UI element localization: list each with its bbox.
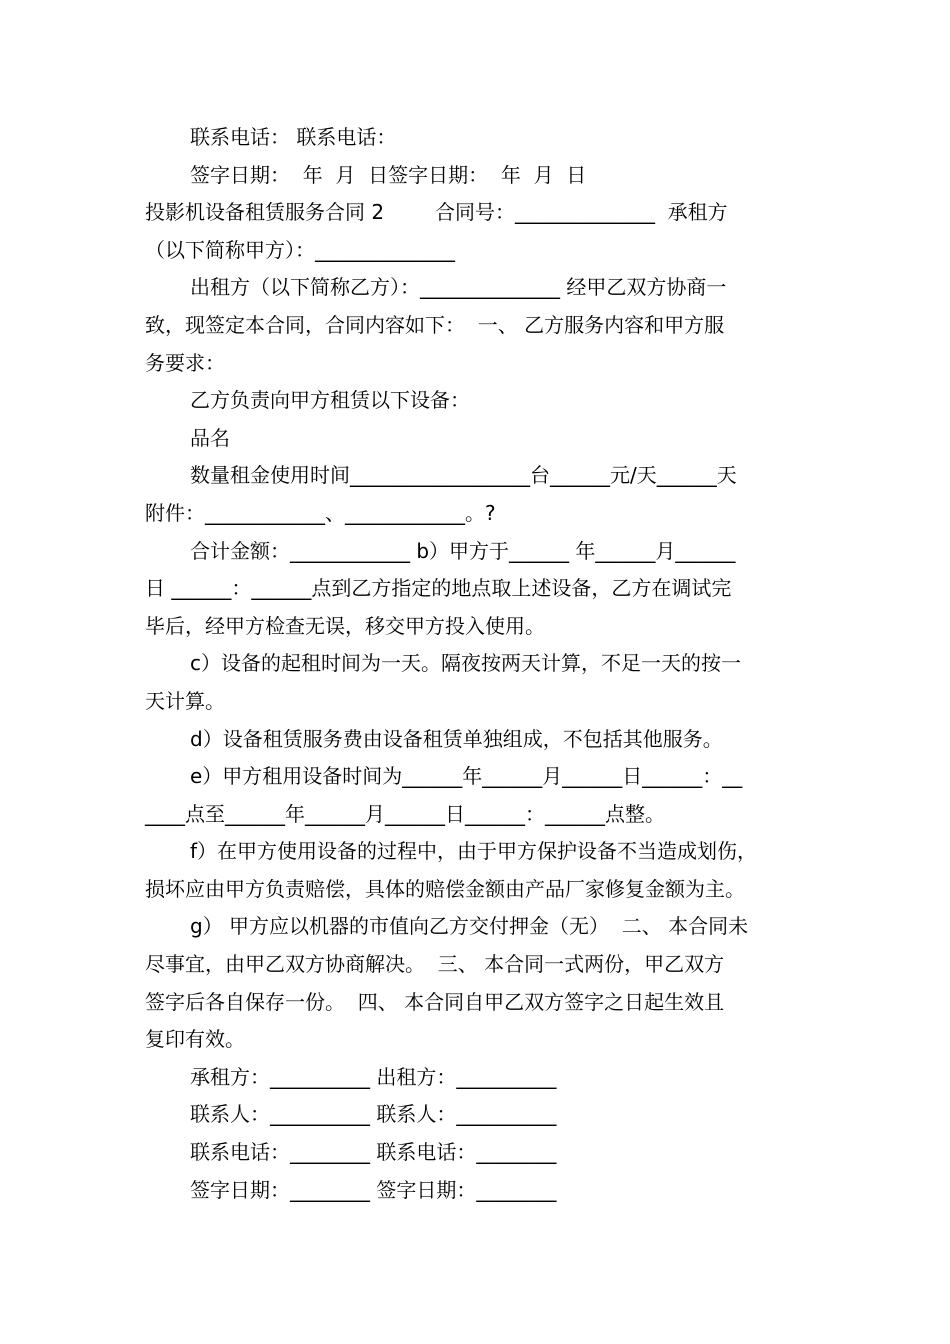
signature-line: 承租方：__________ 出租方：__________ bbox=[190, 1064, 557, 1089]
text-line: 数量租金使用时间__________________台______元/天______天 bbox=[190, 463, 737, 488]
signature-line: 联系电话：________ 联系电话：________ bbox=[190, 1140, 557, 1165]
text-line: ____点至______年______月______日______：______点整。 bbox=[145, 801, 665, 826]
signature-line: 联系人：__________ 联系人：__________ bbox=[190, 1102, 557, 1127]
text-line: d）设备租赁服务费由设备租赁单独组成，不包括其他服务。 bbox=[190, 726, 723, 751]
text-line: e）甲方租用设备时间为______年______月______日______：__ bbox=[190, 764, 743, 789]
text-line: 毕后，经甲方检查无误，移交甲方投入使用。 bbox=[145, 613, 545, 638]
signature-line: 签字日期：________ 签字日期：________ bbox=[190, 1177, 557, 1202]
text-line: 品名 bbox=[190, 425, 230, 450]
text-line: 损坏应由甲方负责赔偿，具体的赔偿金额由产品厂家修复金额为主。 bbox=[145, 876, 745, 901]
text-line: c）设备的起租时间为一天。隔夜按两天计算，不足一天的按一 bbox=[190, 651, 741, 676]
contract-title-line: 投影机设备租赁服务合同 2 合同号：______________ 承租方 bbox=[145, 200, 728, 225]
text-line: 出租方（以下简称乙方）：______________ 经甲乙双方协商一 bbox=[190, 275, 727, 300]
text-line: 签字后各自保存一份。 四、 本合同自甲乙双方签字之日起生效且 bbox=[145, 989, 725, 1014]
text-line: 联系电话： 联系电话： bbox=[190, 125, 397, 149]
document-body bbox=[145, 119, 815, 1209]
text-line: 合计金额：____________ b）甲方于______ 年______月______ bbox=[190, 538, 736, 563]
text-line: g） 甲方应以机器的市值向乙方交付押金（无） 二、 本合同未 bbox=[190, 914, 749, 939]
text-line: f）在甲方使用设备的过程中，由于甲方保护设备不当造成划伤， bbox=[190, 839, 758, 864]
text-line: 天计算。 bbox=[145, 688, 225, 713]
text-line: 复印有效。 bbox=[145, 1027, 245, 1052]
text-line: 日 ______：______点到乙方指定的地点取上述设备，乙方在调试完 bbox=[145, 576, 732, 601]
text-line: 附件：____________、____________。? bbox=[145, 500, 496, 525]
text-line: 签字日期： 年 月 日签字日期： 年 月 日 bbox=[190, 162, 587, 187]
text-line: 致，现签定本合同，合同内容如下： 一、 乙方服务内容和甲方服 bbox=[145, 312, 725, 337]
text-line: （以下简称甲方）：______________ bbox=[145, 237, 455, 262]
text-line: 务要求： bbox=[145, 350, 225, 375]
text-line: 乙方负责向甲方租赁以下设备： bbox=[190, 388, 470, 413]
text-line: 尽事宜，由甲乙双方协商解决。 三、 本合同一式两份，甲乙双方 bbox=[145, 952, 725, 977]
